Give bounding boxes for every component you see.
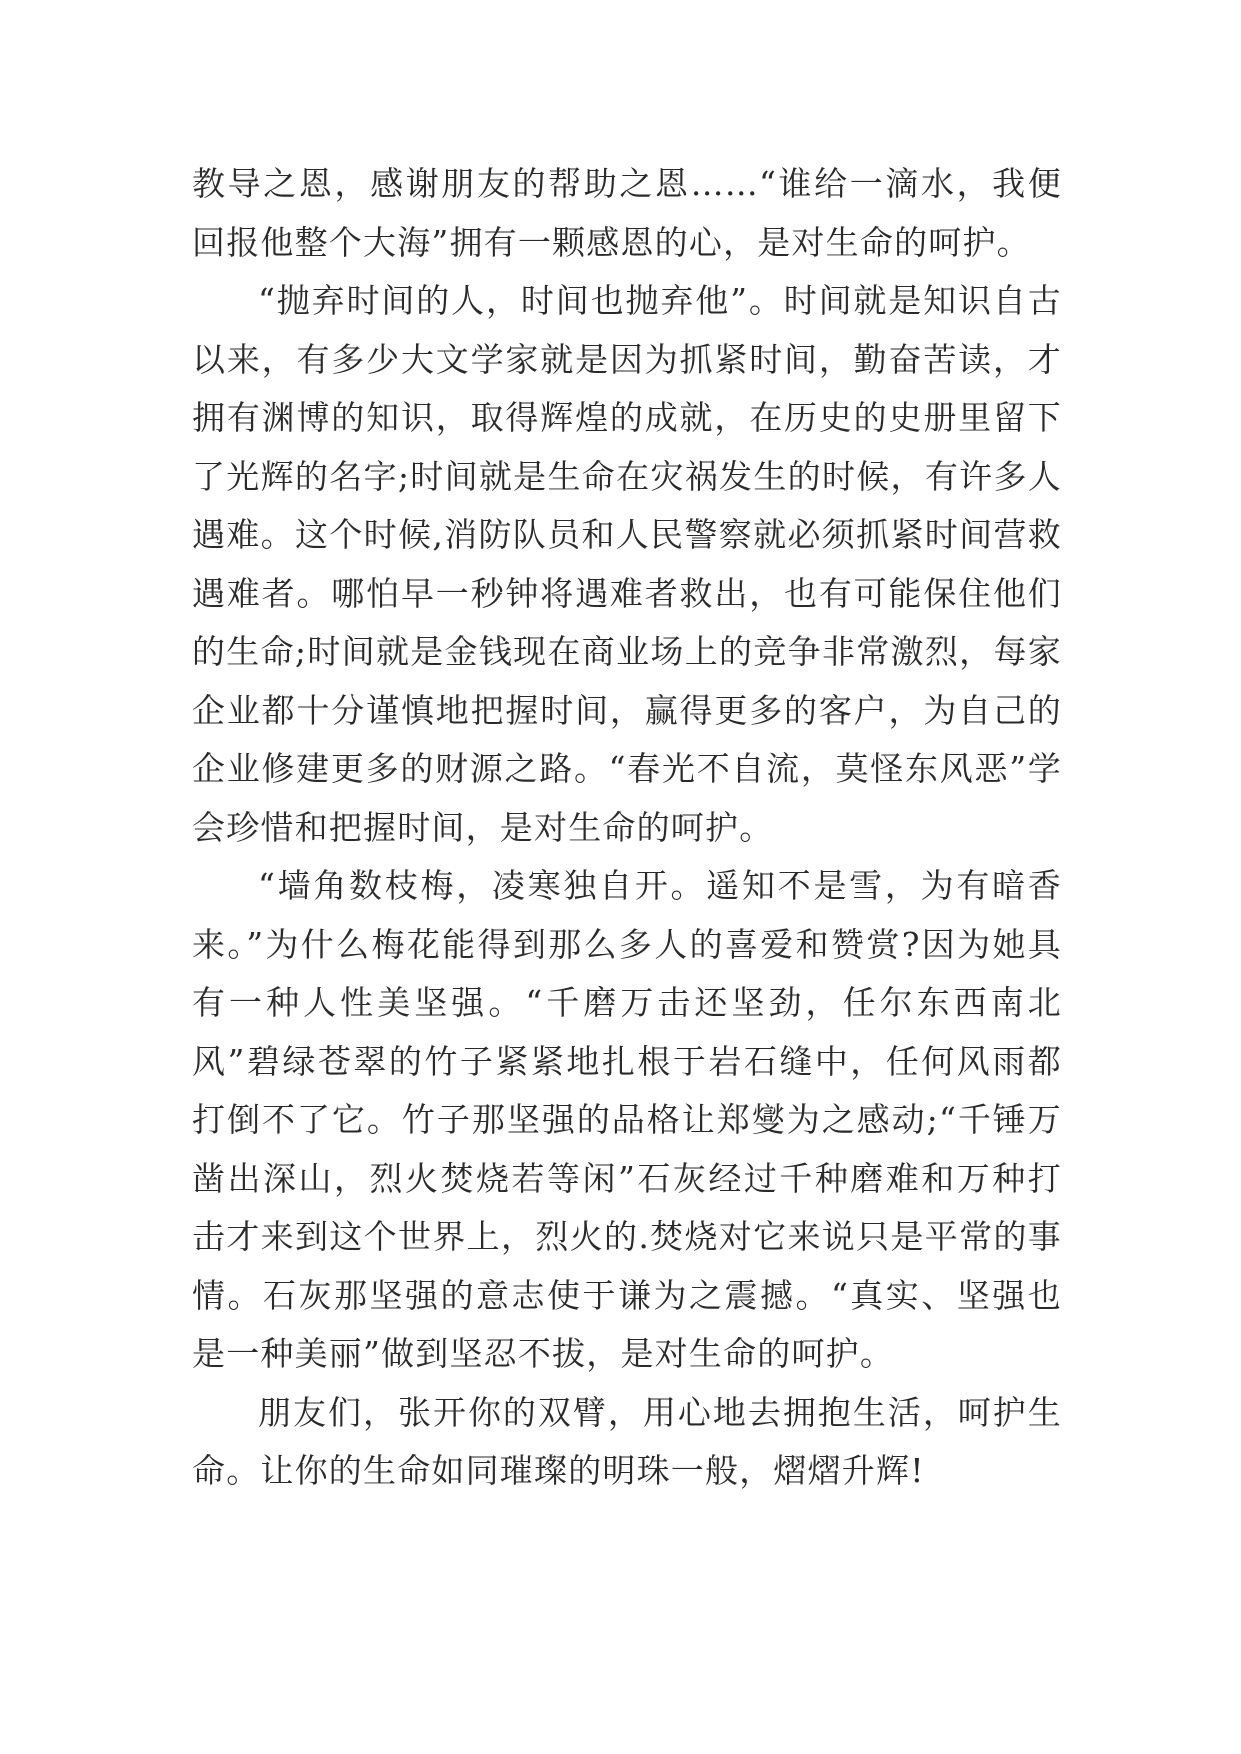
paragraph-gratitude: 教导之恩，感谢朋友的帮助之恩……“谁给一滴水，我便回报他整个大海”拥有一颗感恩的心，是对生命的呵护。 — [192, 164, 1062, 262]
paragraph-conclusion: 朋友们，张开你的双臂，用心地去拥抱生活，呵护生命。让你的生命如同璀璨的明珠一般，熠熠升辉! — [192, 1392, 1062, 1490]
paragraph-strength: “墙角数枝梅，凌寒独自开。遥知不是雪，为有暗香来。”为什么梅花能得到那么多人的喜爱和赞赏?因为她具有一种人性美坚强。“千磨万击还坚劲，任尔东西南北风”碧绿苍翠的竹子紧紧地扎根于岩石缝中，任何风雨都打倒不了它。竹子那坚强的品格让郑燮为之感动;“千锤万凿出深山，烈火焚烧若等闲”石灰经过千种磨难和万种打击才来到这个世界上，烈火的.焚烧对它来说只是平常的事情。石灰那坚强的意志使于谦为之震撼。“真实、坚强也是一种美丽”做到坚忍不拔，是对生命的呵护。 — [192, 866, 1062, 1373]
document-body — [192, 155, 1062, 1501]
paragraph-time: “抛弃时间的人，时间也抛弃他”。时间就是知识自古以来，有多少大文学家就是因为抓紧时间，勤奋苦读，才拥有渊博的知识，取得辉煌的成就，在历史的史册里留下了光辉的名字;时间就是生命在灾祸发生的时候，有许多人遇难。这个时候,消防队员和人民警察就必须抓紧时间营救遇难者。哪怕早一秒钟将遇难者救出，也有可能保住他们的生命;时间就是金钱现在商业场上的竞争非常激烈，每家企业都十分谨慎地把握时间，赢得更多的客户，为自己的企业修建更多的财源之路。“春光不自流，莫怪东风恶”学会珍惜和把握时间，是对生命的呵护。 — [192, 281, 1062, 847]
